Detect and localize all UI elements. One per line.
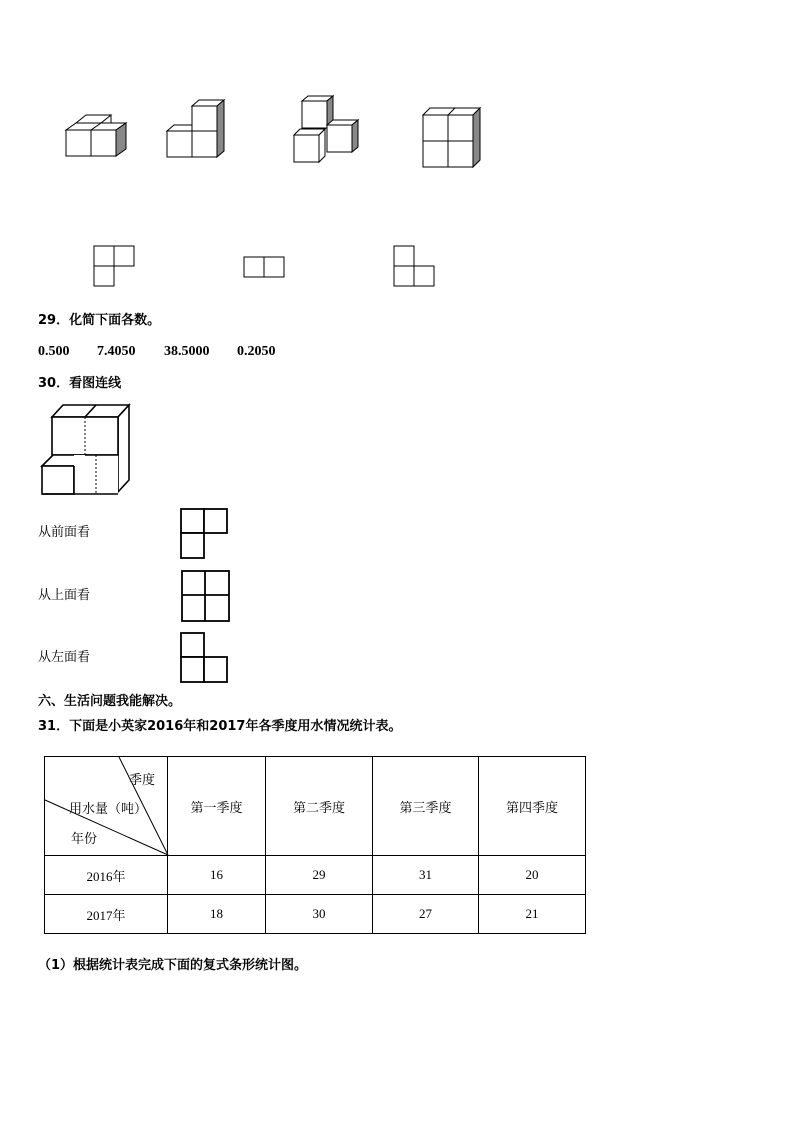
view-option-b — [180, 569, 232, 623]
q29-number-1: 0.500 — [38, 344, 70, 359]
header-q3: 第三季度 — [373, 757, 479, 856]
view-option-c — [179, 631, 231, 685]
corner-label-year: 年份 — [71, 832, 98, 847]
view-label-left: 从左面看 — [38, 650, 91, 665]
q30-title: 30．看图连线 — [38, 376, 122, 391]
cube-solid-sketch — [38, 400, 133, 500]
corner-label-water: 用水量（吨） — [69, 802, 148, 817]
cell-2017-q3: 27 — [373, 895, 479, 934]
table-corner-cell — [45, 757, 168, 856]
cell-2016-q1: 16 — [168, 856, 266, 895]
table-row — [45, 856, 586, 895]
cell-2017-q4: 21 — [479, 895, 586, 934]
table-row — [45, 895, 586, 934]
cube-solid-4 — [418, 103, 488, 171]
view-label-top: 从上面看 — [38, 588, 91, 603]
q29-number-3: 38.5000 — [164, 344, 210, 359]
q29-title: 29．化简下面各数。 — [38, 313, 161, 328]
view-label-front: 从前面看 — [38, 525, 91, 540]
cell-2016-q2: 29 — [266, 856, 373, 895]
q31-sub-question-1: （1）根据统计表完成下面的复式条形统计图。 — [38, 958, 308, 973]
cell-2016-q4: 20 — [479, 856, 586, 895]
q31-title: 31．下面是小英家2016年和2017年各季度用水情况统计表。 — [38, 719, 402, 734]
cell-2016-q3: 31 — [373, 856, 479, 895]
section-6-title: 六、生活问题我能解决。 — [38, 694, 182, 709]
cell-2017-q1: 18 — [168, 895, 266, 934]
q29-number-2: 7.4050 — [97, 344, 136, 359]
header-q1: 第一季度 — [168, 757, 266, 856]
header-q2: 第二季度 — [266, 757, 373, 856]
header-q4: 第四季度 — [479, 757, 586, 856]
table-header-row — [45, 757, 586, 856]
row-label-2017: 2017年 — [45, 895, 168, 934]
q29-number-4: 0.2050 — [237, 344, 276, 359]
view-grid-1 — [93, 245, 137, 289]
cube-solid-2 — [163, 98, 233, 162]
row-label-2016: 2016年 — [45, 856, 168, 895]
water-usage-table — [44, 756, 586, 934]
cell-2017-q2: 30 — [266, 895, 373, 934]
cube-solid-1 — [60, 110, 130, 162]
view-grid-3 — [393, 245, 437, 289]
corner-label-season: 季度 — [129, 773, 156, 788]
view-option-a — [179, 507, 231, 561]
cube-solid-3 — [290, 95, 365, 165]
view-grid-2 — [243, 256, 287, 278]
